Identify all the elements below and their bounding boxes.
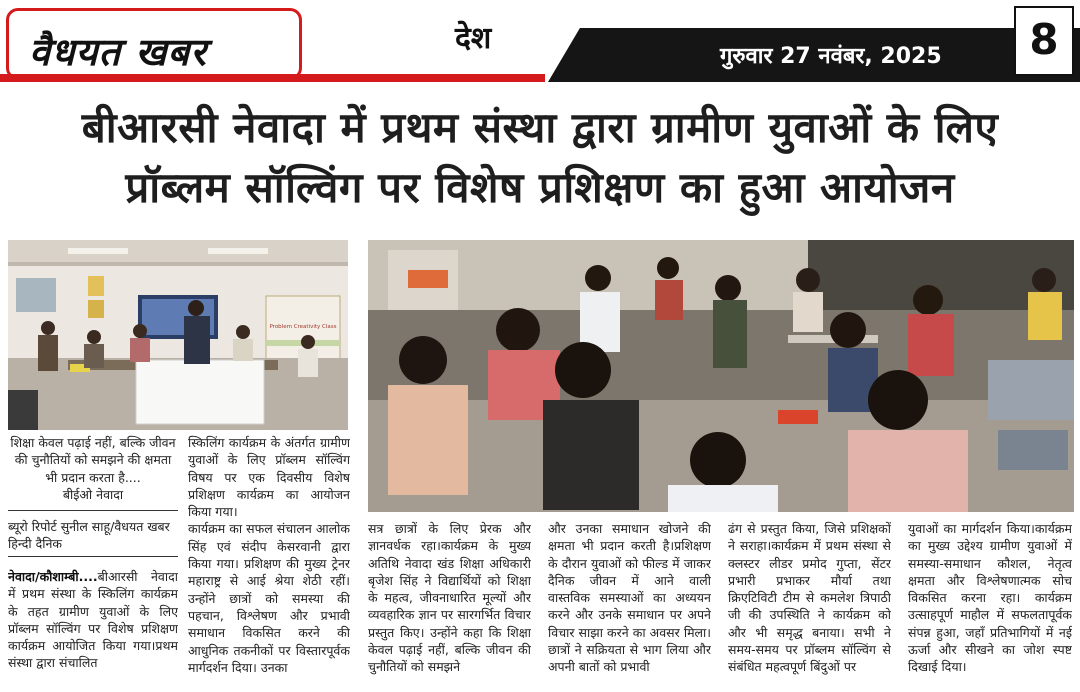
byline-divider-bottom [8,556,178,557]
photo-group-activity [368,240,1074,512]
caption-attribution: बीईओ नेवादा [62,486,124,502]
issue-date: गुरुवार 27 नवंबर, 2025 [720,44,942,69]
headline [8,98,1072,218]
article-column-2: स्किलिंग कार्यक्रम के अंतर्गत ग्रामीण युवाओं के लिए प्रॉब्लम सॉल्विंग विषय पर एक दिवसीय विशेष प्रशिक्षण कार्यक्रम का आयोजन किया गया। कार्यक्रम का सफल संचालन आलोक सिंह एवं संदीप केसरवानी द्वारा किया गया। प्रशिक्षण की मुख्य ट्रेनर महाराष्ट्र से आई श्रेया शेठी रहीं। उन्होंने छात्रों को समस्या की पहचान, विश्लेषण और प्रभावी समाधान विकसित करने की आधुनिक तकनीकों पर विस्तारपूर्वक मार्गदर्शन दिया। उनका [188,435,350,675]
caption-quote: शिक्षा केवल पढ़ाई नहीं, बल्कि जीवन की चुनौतियों को समझने की क्षमता भी प्रदान करता है.... [10,435,176,485]
article-column-4: और उनका समाधान खोजने की क्षमता भी प्रदान करती है।प्रशिक्षण के दौरान युवाओं को फील्ड में जाकर दैनिक जीवन में आने वाली वास्तविक समस्याओं का अध्ययन करने और उनके समाधान पर अपने विचार साझा करने का अवसर मिला। छात्रों ने सक्रियता से भाग लिया और अपनी बातों को प्रभावी [548,521,711,675]
newspaper-logo: वैधयत खबर [29,29,207,74]
dateline: नेवादा/कौशाम्बी.... [8,569,98,584]
photo-training-hall-image [8,240,348,430]
page-number: 8 [1014,6,1074,76]
article-column-3: सत्र छात्रों के लिए प्रेरक और ज्ञानवर्धक रहा।कार्यक्रम के मुख्य अतिथि नेवादा खंड शिक्षा अधिकारी बृजेश सिंह ने विद्यार्थियों को शिक्षा के महत्व, जीवनाधारित मूल्यों और व्यवहारिक ज्ञान पर सारगर्भित विचार प्रस्तुत किए। उन्होंने कहा कि शिक्षा केवल पढ़ाई नहीं, बल्कि जीवन की चुनौतियों को समझने [368,521,531,675]
banner-text: Problem Creativity Class [269,324,337,330]
masthead [0,0,1080,86]
article-column-6: युवाओं का मार्गदर्शन किया।कार्यक्रम का मुख्य उद्देश्य ग्रामीण युवाओं में समस्या-समाधान कौशल, नेतृत्व क्षमता और विश्लेषणात्मक सोच विकसित करना रहा। कार्यक्रम उत्साहपूर्ण माहौल में सफलतापूर्वक संपन्न हुआ, जहाँ प्रतिभागियों में नई ऊर्जा और सीखने का जोश स्पष्ट दिखाई दिया। [908,521,1072,675]
section-title: देश [455,21,492,56]
article-column-5: ढंग से प्रस्तुत किया, जिसे प्रशिक्षकों ने सराहा।कार्यक्रम में प्रथम संस्था से क्लस्टर लीडर प्रमोद गुप्ता, सेंटर प्रभारी प्रभाकर मौर्या तथा क्रिएटिविटी टीम से कमलेश त्रिपाठी जी की उपस्थिति ने कार्यक्रम को और भी समृद्ध बनाया। सभी ने समय-समय पर प्रॉब्लम सॉल्विंग से संबंधित महत्वपूर्ण बिंदुओं पर [728,521,891,675]
photo-caption [8,434,178,503]
headline-line-2: प्रॉब्लम सॉल्विंग पर विशेष प्रशिक्षण का हुआ आयोजन [125,163,955,212]
byline-divider-top [8,510,178,511]
photo-training-hall [8,240,348,430]
lead-text: बीआरसी नेवादा में प्रथम संस्था के स्किलिंग कार्यक्रम के तहत ग्रामीण युवाओं के लिए प्रॉब्लम सॉल्विंग पर विशेष प्रशिक्षण कार्यक्रम आयोजित किया गया।प्रथम संस्था द्वारा संचालित [8,569,178,671]
brand-box [6,8,302,80]
photo-group-activity-image [368,240,1074,512]
red-band [0,74,545,82]
headline-line-1: बीआरसी नेवादा में प्रथम संस्था द्वारा ग्रामीण युवाओं के लिए [81,103,999,152]
byline: ब्यूरो रिपोर्ट सुनील साहू/वैधयत खबर हिन्दी दैनिक [8,519,170,552]
cropped-next-article [0,682,1080,692]
article-lead [8,568,178,682]
